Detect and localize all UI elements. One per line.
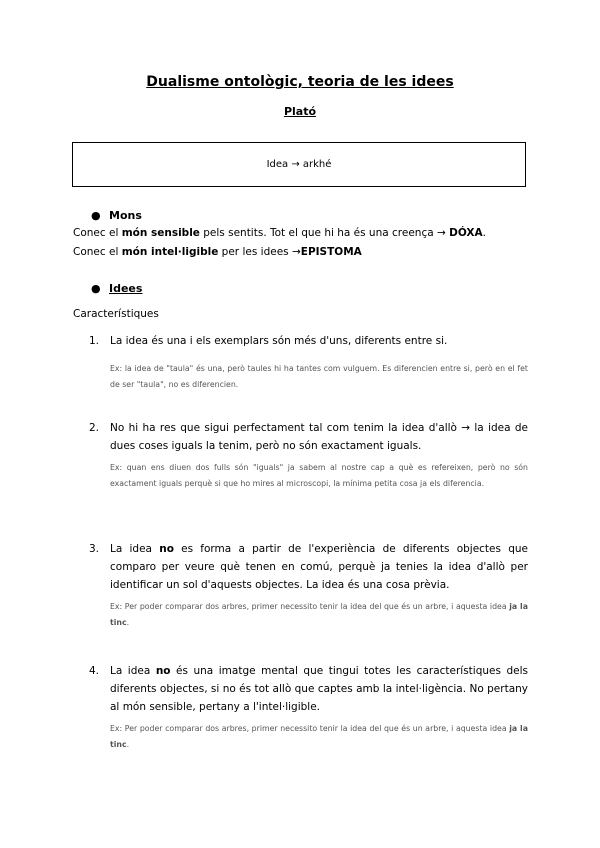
mons-line-1 <box>73 227 486 239</box>
item-example-pre: Ex: Per poder comparar dos arbres, primer necessito tenir la idea del que és un arbre, i aquesta idea <box>110 602 510 611</box>
idea-box-text: Idea → arkhé <box>266 159 332 170</box>
mons-line-2-bold: món intel·ligible <box>121 246 219 258</box>
item-text-pre: La idea <box>110 543 160 555</box>
document-title: Dualisme ontològic, teoria de les idees <box>146 74 454 90</box>
list-item-example: Ex: quan ens diuen dos fulls són "iguals" ja sabem al nostre cap a què es refereixen, però no són exactament iguals perquè si que ho mires al microscopi, la mínima petita cosa ja els diferencia. <box>110 463 528 488</box>
item-text-post: és una imatge mental que tingui totes les característiques dels diferents objectes, si no és tot allò que captes amb la intel·ligència. No pertany al món sensible, pertany a l'intel·ligible. <box>110 665 529 713</box>
bullet-idees <box>91 282 142 295</box>
bullet-idees-label: Idees <box>109 282 143 295</box>
mons-line-2-pre: Conec el <box>73 246 122 258</box>
document-subtitle: Plató <box>283 105 317 118</box>
list-item-text: No hi ha res que sigui perfectament tal com tenim la idea d'allò → la idea de dues coses iguals la tenim, però no són exactament iguals. <box>110 422 528 452</box>
item-text-pre: La idea <box>110 665 156 677</box>
list-item-number: 4. <box>89 665 100 677</box>
list-item-number: 1. <box>89 335 100 347</box>
bullet-dot-icon: ● <box>91 282 101 295</box>
caracteristiques-label: Característiques <box>73 308 159 320</box>
bullet-mons-label: Mons <box>109 209 142 222</box>
item-text-bold: no <box>159 543 174 555</box>
mons-line-1-post: . <box>482 227 486 239</box>
item-example-post: . <box>126 618 130 627</box>
mons-line-1-bold: món sensible <box>121 227 200 239</box>
item-example-bold: ja la tinc <box>110 602 528 627</box>
item-text-bold: no <box>155 665 171 677</box>
list-item-example <box>110 599 528 631</box>
mons-line-1-pre: Conec el <box>73 227 122 239</box>
item-example-pre: Ex: Per poder comparar dos arbres, primer necessito tenir la idea del que és un arbre, i aquesta idea <box>110 724 510 733</box>
mons-line-2-mid: per les idees → <box>218 246 301 258</box>
list-item-text <box>110 662 528 716</box>
list-item-number: 3. <box>89 543 100 555</box>
bullet-mons <box>91 209 142 222</box>
item-text-post: es forma a partir de l'experiència de diferents objectes que comparo per veure què tenen en comú, perquè ja tenies la idea d'allò per identificar un sol d'aquests objectes. La idea és una cosa prèvia. <box>110 543 528 591</box>
item-example-post: . <box>126 740 130 749</box>
list-item-example: Ex: la idea de "taula" és una, però taules hi ha tantes com vulguem. Es diferencien entre si, però en el fet de ser "taula", no es diferencien. <box>110 364 528 389</box>
bullet-dot-icon: ● <box>91 209 101 222</box>
mons-line-2-bold2: EPISTOMA <box>300 246 362 258</box>
list-item-text <box>110 540 528 594</box>
item-example-bold: ja la tinc <box>110 724 528 749</box>
list-item-number: 2. <box>89 422 100 434</box>
mons-line-1-mid: pels sentits. Tot el que hi ha és una creença → <box>199 227 450 239</box>
idea-box <box>72 142 526 187</box>
list-item-text: La idea és una i els exemplars són més d'uns, diferents entre si. <box>110 335 448 347</box>
mons-line-1-bold2: DÓXA <box>449 227 483 239</box>
mons-line-2 <box>73 246 362 258</box>
list-item-example <box>110 721 528 753</box>
